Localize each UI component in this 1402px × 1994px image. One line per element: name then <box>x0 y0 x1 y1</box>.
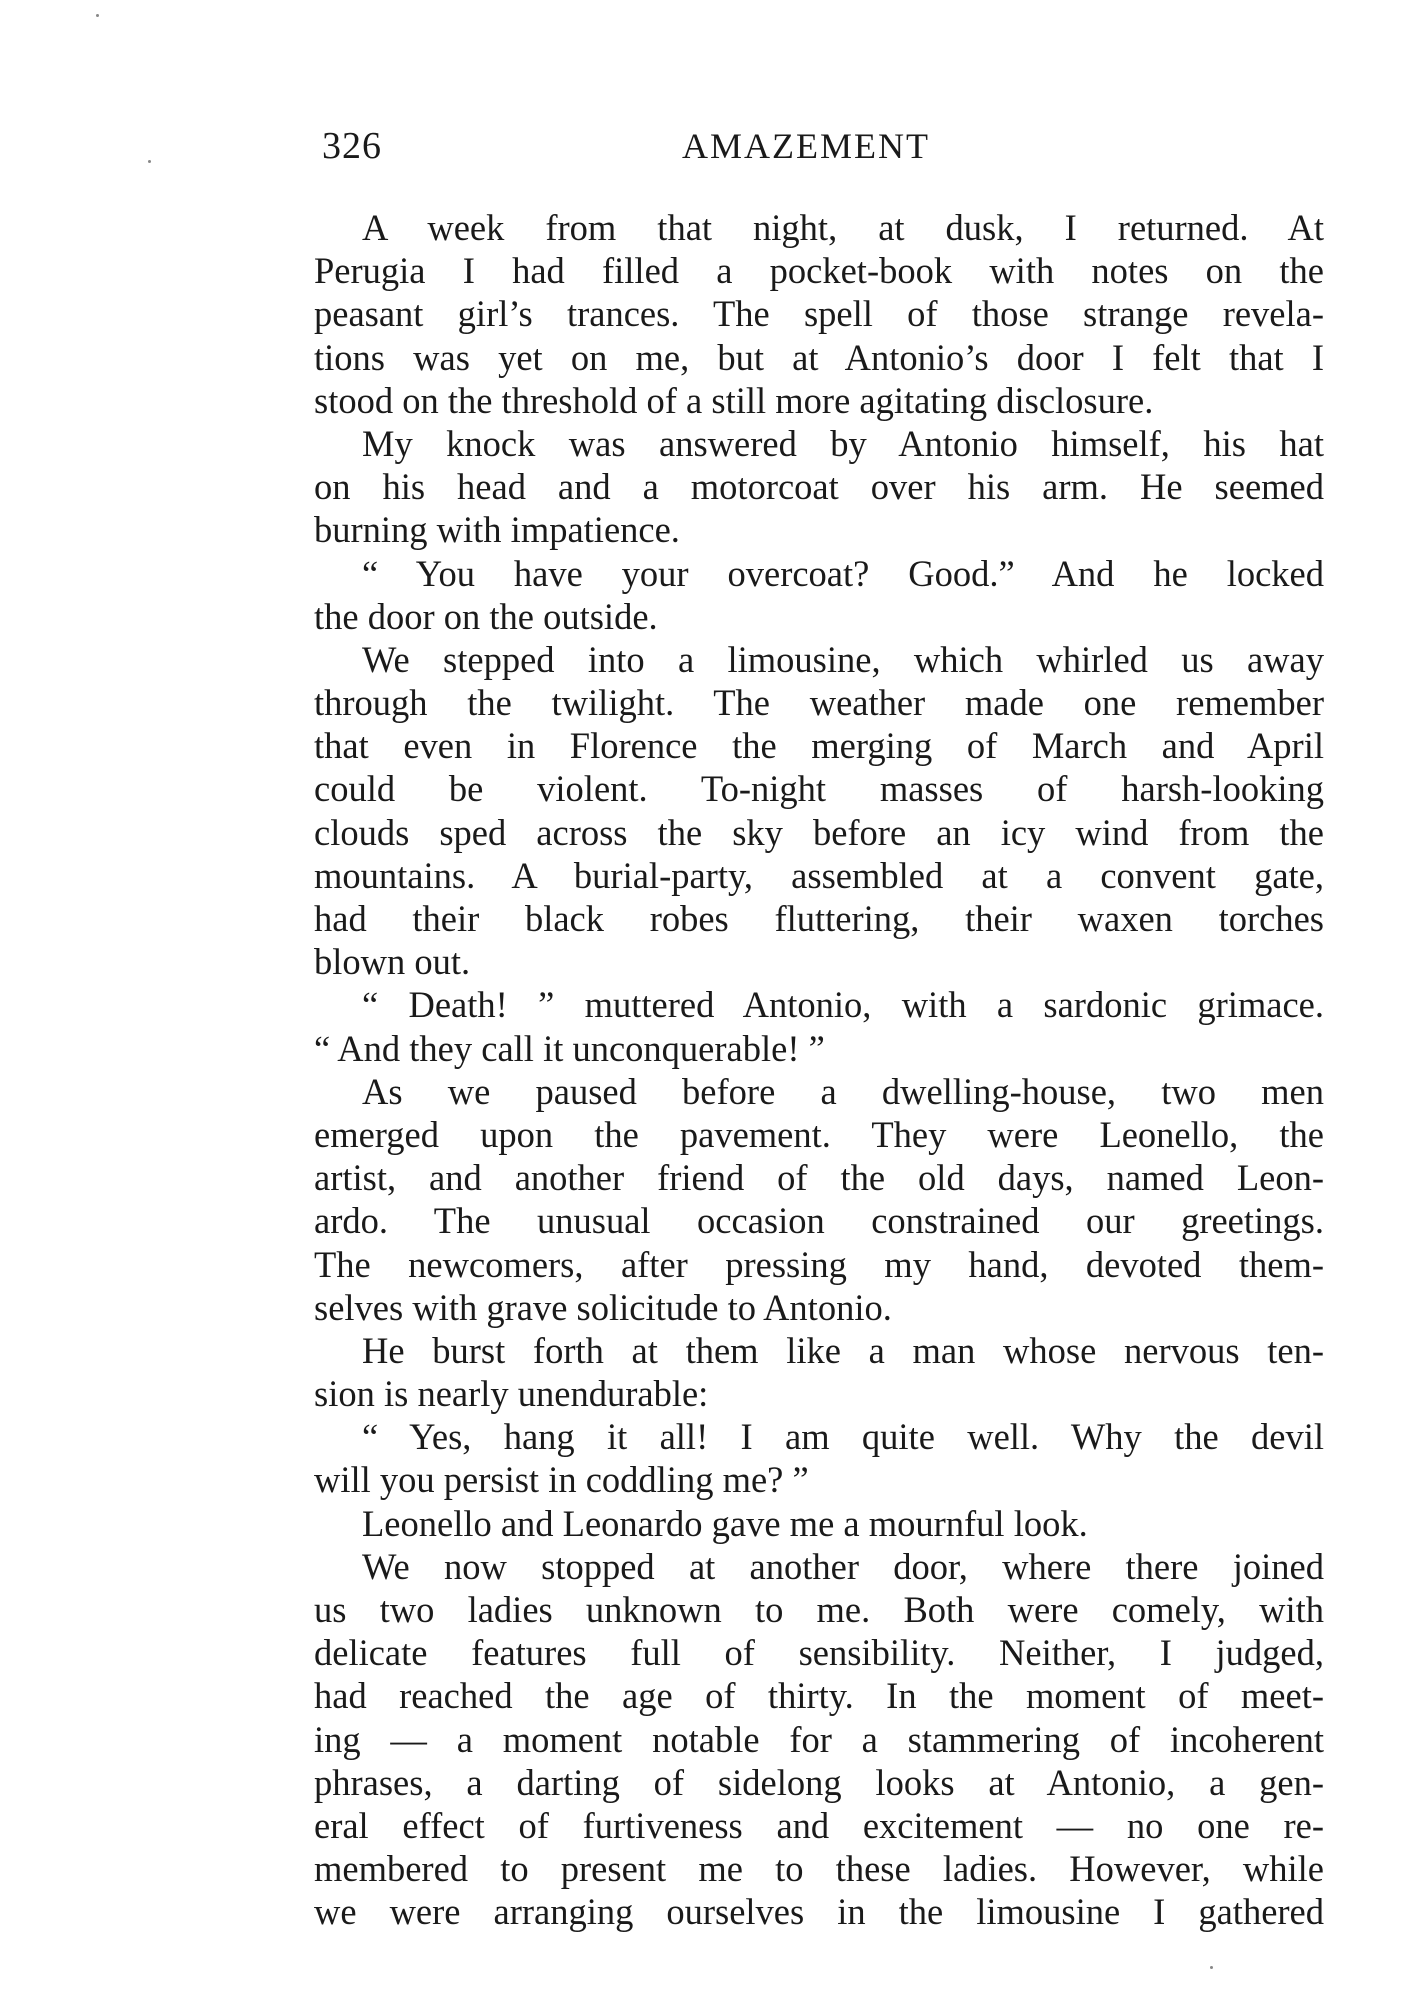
text-line: ardo. The unusual occasion constrained our greetings. <box>314 1200 1324 1242</box>
body-text <box>314 206 1324 1934</box>
text-line: phrases, a darting of sidelong looks at Antonio, a gen- <box>314 1761 1324 1803</box>
text-line: We now stopped at another door, where there joined <box>362 1545 1324 1587</box>
text-line: We stepped into a limousine, which whirled us away <box>362 638 1324 680</box>
running-title: AMAZEMENT <box>682 126 930 166</box>
text-line: A week from that night, at dusk, I returned. At <box>362 207 1324 248</box>
text-line: “ And they call it unconquerable! ” <box>314 1027 825 1069</box>
text-line: blown out. <box>314 941 471 983</box>
text-line: stood on the threshold of a still more agitating disclosure. <box>314 379 1154 421</box>
text-line: selves with grave solicitude to Antonio. <box>314 1286 892 1328</box>
text-line: we were arranging ourselves in the limousine I gathered <box>314 1891 1324 1933</box>
text-line: sion is nearly unendurable: <box>314 1373 709 1415</box>
text-line: As we paused before a dwelling-house, two men <box>362 1070 1324 1112</box>
text-line: “ Yes, hang it all! I am quite well. Why the devil <box>362 1416 1324 1458</box>
text-line: us two ladies unknown to me. Both were comely, with <box>314 1589 1324 1630</box>
text-line: My knock was answered by Antonio himself, his hat <box>362 422 1324 464</box>
scan-speck <box>148 160 151 163</box>
text-line: He burst forth at them like a man whose nervous ten- <box>362 1329 1324 1371</box>
text-line: had reached the age of thirty. In the moment of meet- <box>314 1675 1324 1717</box>
text-line: through the twilight. The weather made one remember <box>314 682 1324 724</box>
text-line: “ Death! ” muttered Antonio, with a sardonic grimace. <box>362 984 1324 1026</box>
text-line: had their black robes fluttering, their waxen torches <box>314 898 1324 939</box>
text-line: eral effect of furtiveness and excitement — no one re- <box>314 1804 1324 1846</box>
text-line: ing — a moment notable for a stammering of incoherent <box>314 1718 1324 1760</box>
text-line: artist, and another friend of the old days, named Leon- <box>314 1157 1324 1199</box>
text-line: peasant girl’s trances. The spell of those strange revela- <box>314 293 1324 335</box>
text-line: The newcomers, after pressing my hand, devoted them- <box>314 1243 1324 1285</box>
page-number: 326 <box>322 125 382 167</box>
text-line: will you persist in coddling me? ” <box>314 1459 809 1501</box>
text-line: on his head and a motorcoat over his arm. He seemed <box>314 466 1324 508</box>
text-line: the door on the outside. <box>314 595 658 637</box>
text-line: could be violent. To-night masses of harsh-looking <box>314 768 1324 810</box>
text-line: mountains. A burial-party, assembled at a convent gate, <box>314 854 1324 896</box>
text-line: Leonello and Leonardo gave me a mournful look. <box>362 1502 1088 1544</box>
text-line: delicate features full of sensibility. Neither, I judged, <box>314 1632 1324 1674</box>
running-head <box>322 122 982 170</box>
text-line: Perugia I had filled a pocket-book with notes on the <box>314 250 1324 292</box>
scan-speck <box>1210 1966 1213 1969</box>
text-line: tions was yet on me, but at Antonio’s door I felt that I <box>314 336 1324 378</box>
scan-speck <box>96 14 99 17</box>
text-line: membered to present me to these ladies. However, while <box>314 1848 1324 1890</box>
text-line: emerged upon the pavement. They were Leonello, the <box>314 1113 1324 1155</box>
text-line: clouds sped across the sky before an icy wind from the <box>314 811 1324 853</box>
text-line: that even in Florence the merging of March and April <box>314 725 1324 767</box>
text-line: “ You have your overcoat? Good.” And he locked <box>362 552 1324 594</box>
text-line: burning with impatience. <box>314 509 680 551</box>
